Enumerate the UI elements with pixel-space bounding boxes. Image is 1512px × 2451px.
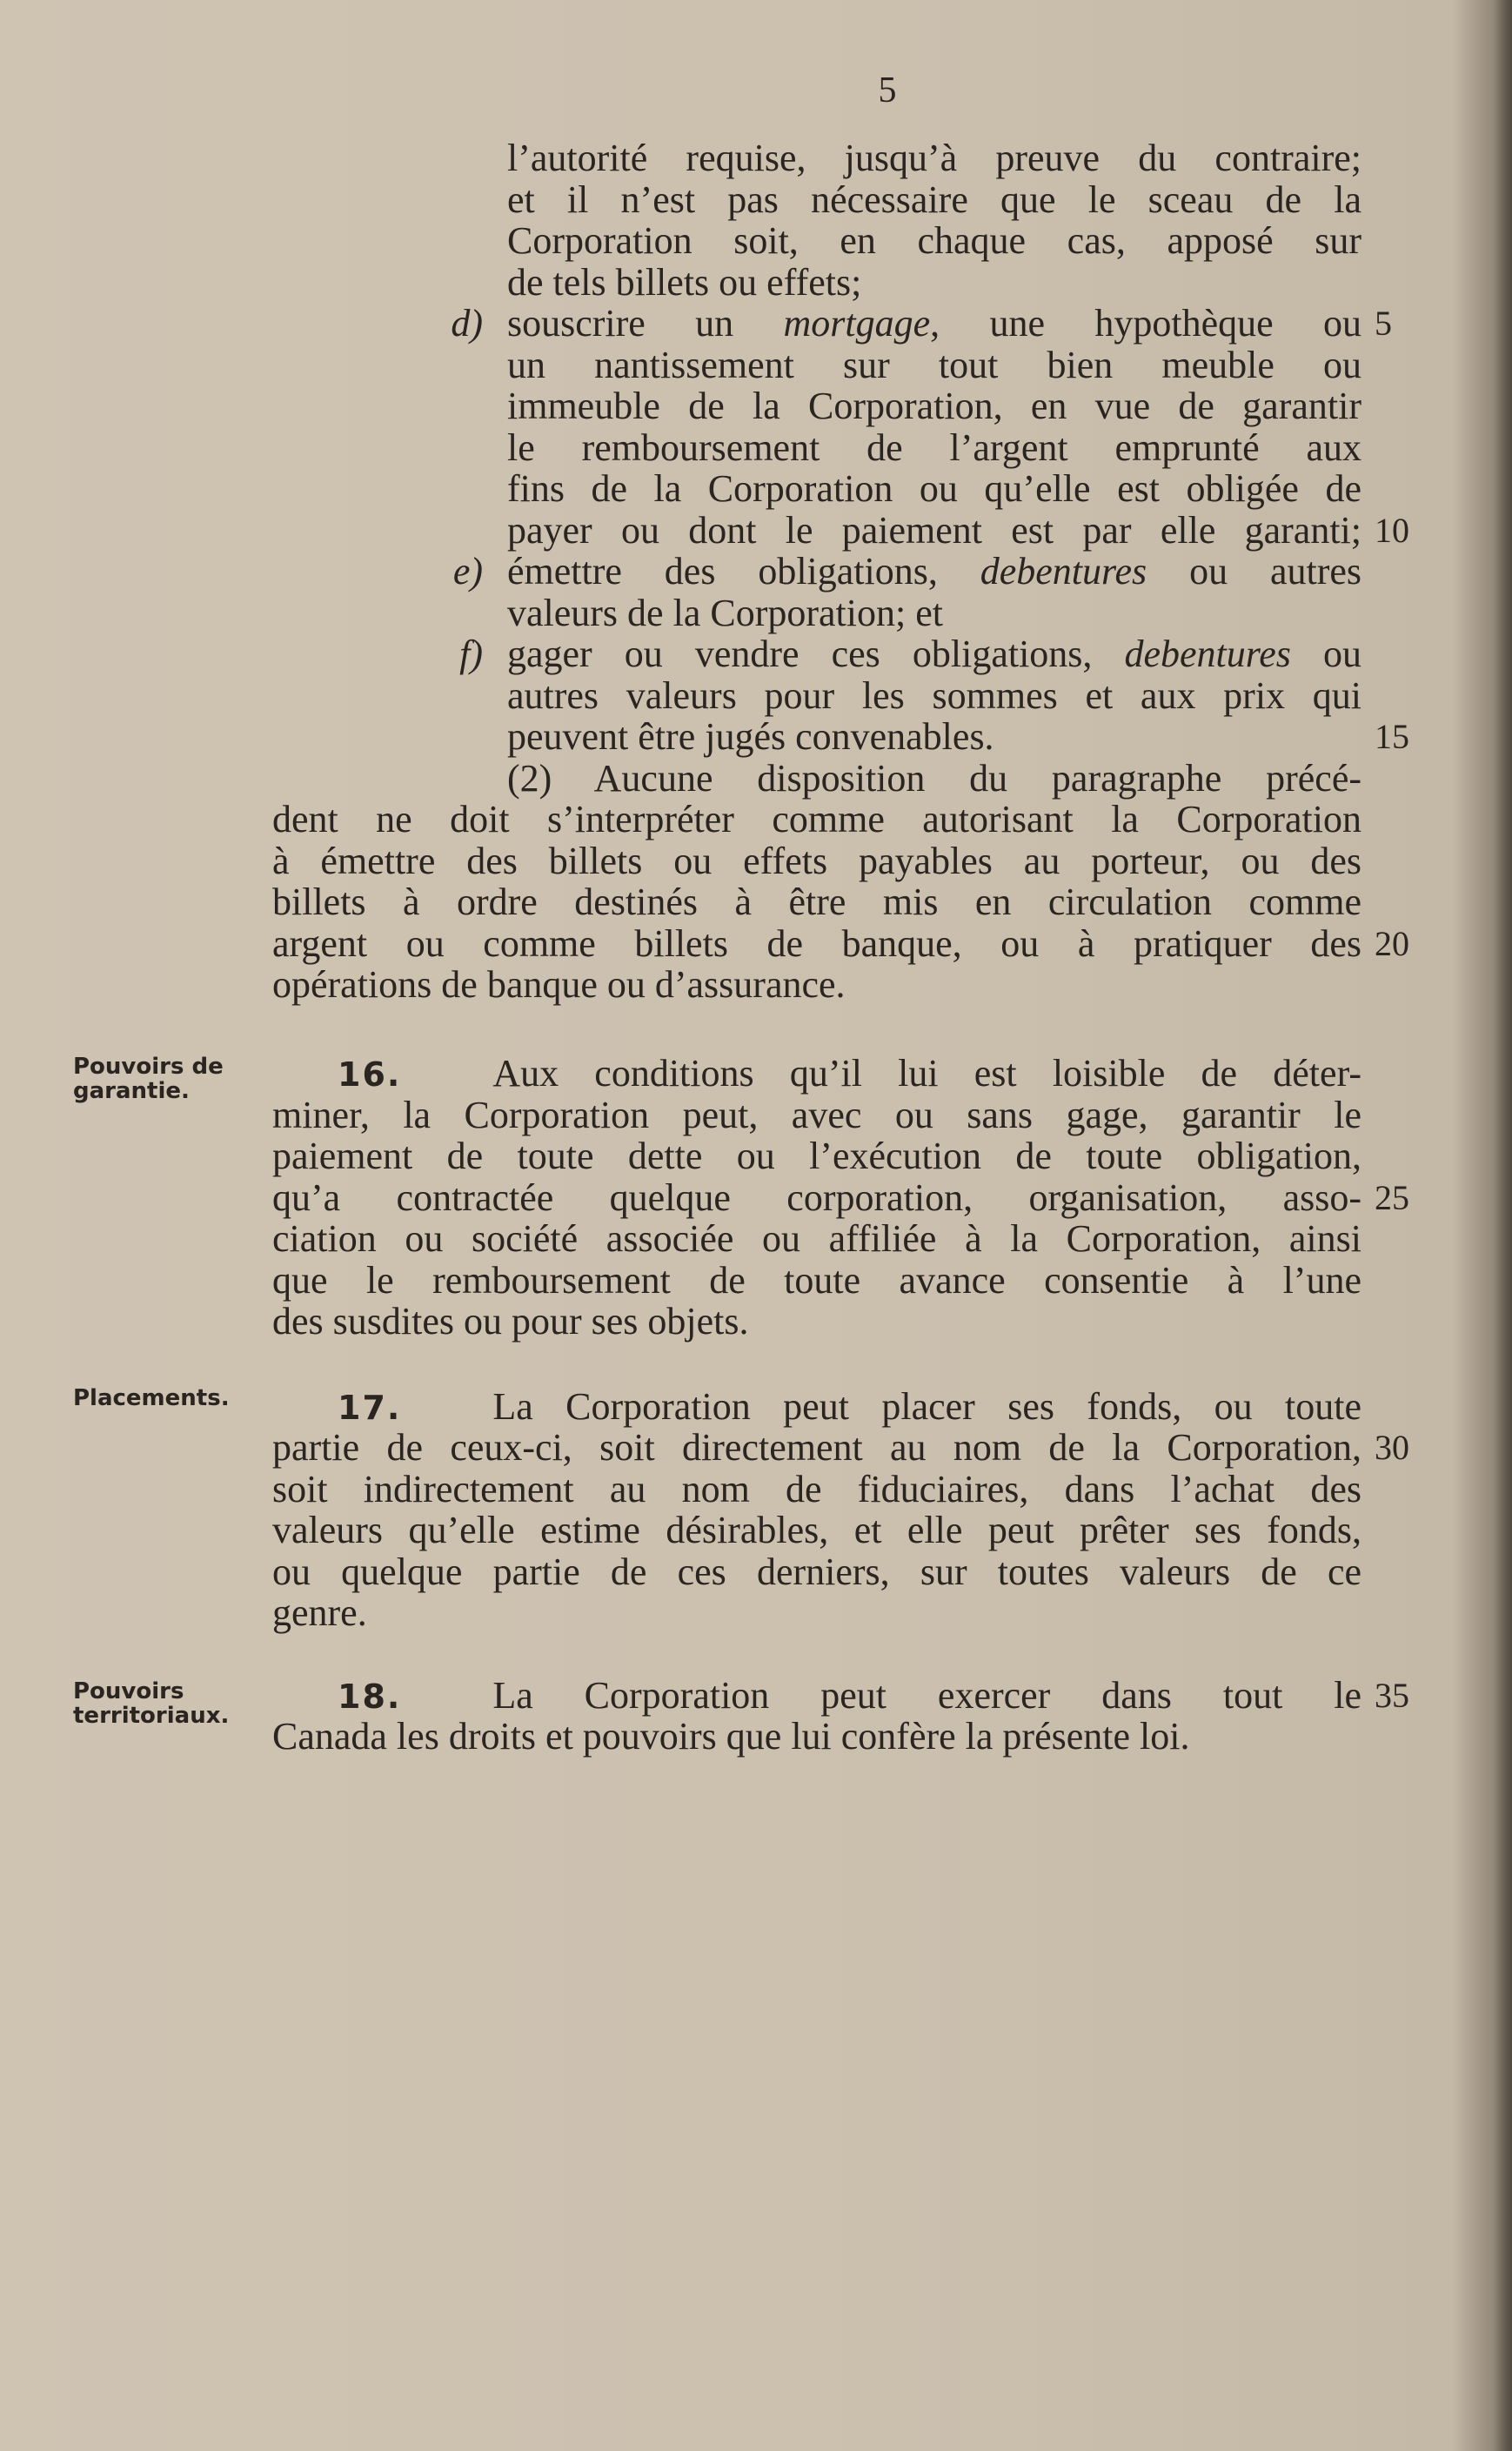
margin-note-investments: Placements. bbox=[73, 1385, 230, 1411]
text-line: ou quelque partie de ces derniers, sur toutes valeurs de ce bbox=[272, 1550, 1361, 1593]
text-line: payer ou dont le paiement est par elle garanti; bbox=[507, 509, 1361, 552]
text-line: à émettre des billets ou effets payables au porteur, ou des bbox=[272, 840, 1361, 882]
section-number: 18. bbox=[338, 1678, 402, 1716]
line-number: 20 bbox=[1375, 924, 1409, 963]
text-line bbox=[507, 551, 1361, 593]
section-17-first-line bbox=[272, 1386, 1361, 1430]
text-line: qu’a contractée quelque corporation, organisation, asso- bbox=[272, 1176, 1361, 1219]
italic-term: mortgage bbox=[783, 302, 931, 345]
text-line: que le remboursement de toute avance consentie à l’une bbox=[272, 1259, 1361, 1302]
text-line: peuvent être jugés convenables. bbox=[507, 715, 994, 758]
text-line: Canada les droits et pouvoirs que lui confère la présente loi. bbox=[272, 1715, 1190, 1758]
text-line: l’autorité requise, jusqu’à preuve du contraire; bbox=[507, 137, 1361, 179]
section-number: 16. bbox=[338, 1055, 402, 1094]
section-16-first-line bbox=[272, 1053, 1361, 1096]
text-line: Corporation soit, en chaque cas, apposé sur bbox=[507, 219, 1361, 262]
text-fragment: souscrire un bbox=[507, 302, 784, 345]
line-number: 25 bbox=[1375, 1178, 1409, 1217]
text-line: paiement de toute dette ou l’exécution de toute obligation, bbox=[272, 1135, 1361, 1177]
text-line: argent ou comme billets de banque, ou à pratiquer des bbox=[272, 922, 1361, 965]
margin-note-guarantee: Pouvoirs de garantie. bbox=[73, 1054, 224, 1104]
item-letter-f: f) bbox=[459, 633, 483, 675]
item-letter-d: d) bbox=[451, 302, 483, 345]
text-fragment: La Corporation peut exercer dans tout le bbox=[492, 1674, 1361, 1717]
text-line: ciation ou société associée ou affiliée à la Corporation, ainsi bbox=[272, 1217, 1361, 1260]
text-line: un nantissement sur tout bien meuble ou bbox=[507, 344, 1361, 386]
text-line: immeuble de la Corporation, en vue de garantir bbox=[507, 385, 1361, 427]
text-line: miner, la Corporation peut, avec ou sans gage, garantir le bbox=[272, 1094, 1361, 1136]
text-line: et il n’est pas nécessaire que le sceau de la bbox=[507, 178, 1361, 221]
text-fragment: Aux conditions qu’il lui est loisible de déter- bbox=[492, 1052, 1361, 1095]
text-line: fins de la Corporation ou qu’elle est obligée de bbox=[507, 467, 1361, 510]
text-line: dent ne doit s’interpréter comme autorisant la Corporation bbox=[272, 798, 1361, 840]
book-spine-shadow bbox=[1493, 0, 1512, 2451]
section-18-first-line bbox=[272, 1675, 1361, 1718]
text-fragment: gager ou vendre ces obligations, bbox=[507, 633, 1125, 675]
text-line: opérations de banque ou d’assurance. bbox=[272, 963, 846, 1006]
line-number: 30 bbox=[1375, 1428, 1409, 1467]
page-number: 5 bbox=[878, 70, 897, 110]
text-line: (2) Aucune disposition du paragraphe précé- bbox=[507, 757, 1361, 800]
text-fragment: émettre des obligations, bbox=[507, 550, 980, 593]
text-line: le remboursement de l’argent emprunté aux bbox=[507, 426, 1361, 469]
line-number: 35 bbox=[1375, 1676, 1409, 1715]
text-fragment: ou bbox=[1290, 633, 1362, 675]
text-fragment: , une hypothèque ou bbox=[930, 302, 1361, 345]
text-line bbox=[507, 303, 1361, 345]
line-number: 5 bbox=[1375, 304, 1392, 343]
text-line: soit indirectement au nom de fiduciaires, dans l’achat des bbox=[272, 1468, 1361, 1510]
italic-term: debentures bbox=[980, 550, 1147, 593]
line-number: 15 bbox=[1375, 717, 1409, 756]
text-line: des susdites ou pour ses objets. bbox=[272, 1300, 749, 1343]
line-number: 10 bbox=[1375, 511, 1409, 550]
text-line: billets à ordre destinés à être mis en circulation comme bbox=[272, 881, 1361, 923]
text-fragment: ou autres bbox=[1147, 550, 1361, 593]
item-letter-e: e) bbox=[452, 550, 483, 593]
text-line: genre. bbox=[272, 1591, 367, 1634]
section-number: 17. bbox=[338, 1389, 402, 1427]
text-fragment: La Corporation peut placer ses fonds, ou toute bbox=[492, 1385, 1361, 1428]
text-line: autres valeurs pour les sommes et aux prix qui bbox=[507, 674, 1361, 717]
text-line: de tels billets ou effets; bbox=[507, 261, 862, 304]
margin-note-territorial: Pouvoirs territoriaux. bbox=[73, 1678, 230, 1729]
italic-term: debentures bbox=[1124, 633, 1291, 675]
text-line bbox=[507, 633, 1361, 675]
text-line: partie de ceux-ci, soit directement au nom de la Corporation, bbox=[272, 1426, 1361, 1469]
text-line: valeurs qu’elle estime désirables, et elle peut prêter ses fonds, bbox=[272, 1509, 1361, 1551]
text-line: valeurs de la Corporation; et bbox=[507, 592, 943, 634]
